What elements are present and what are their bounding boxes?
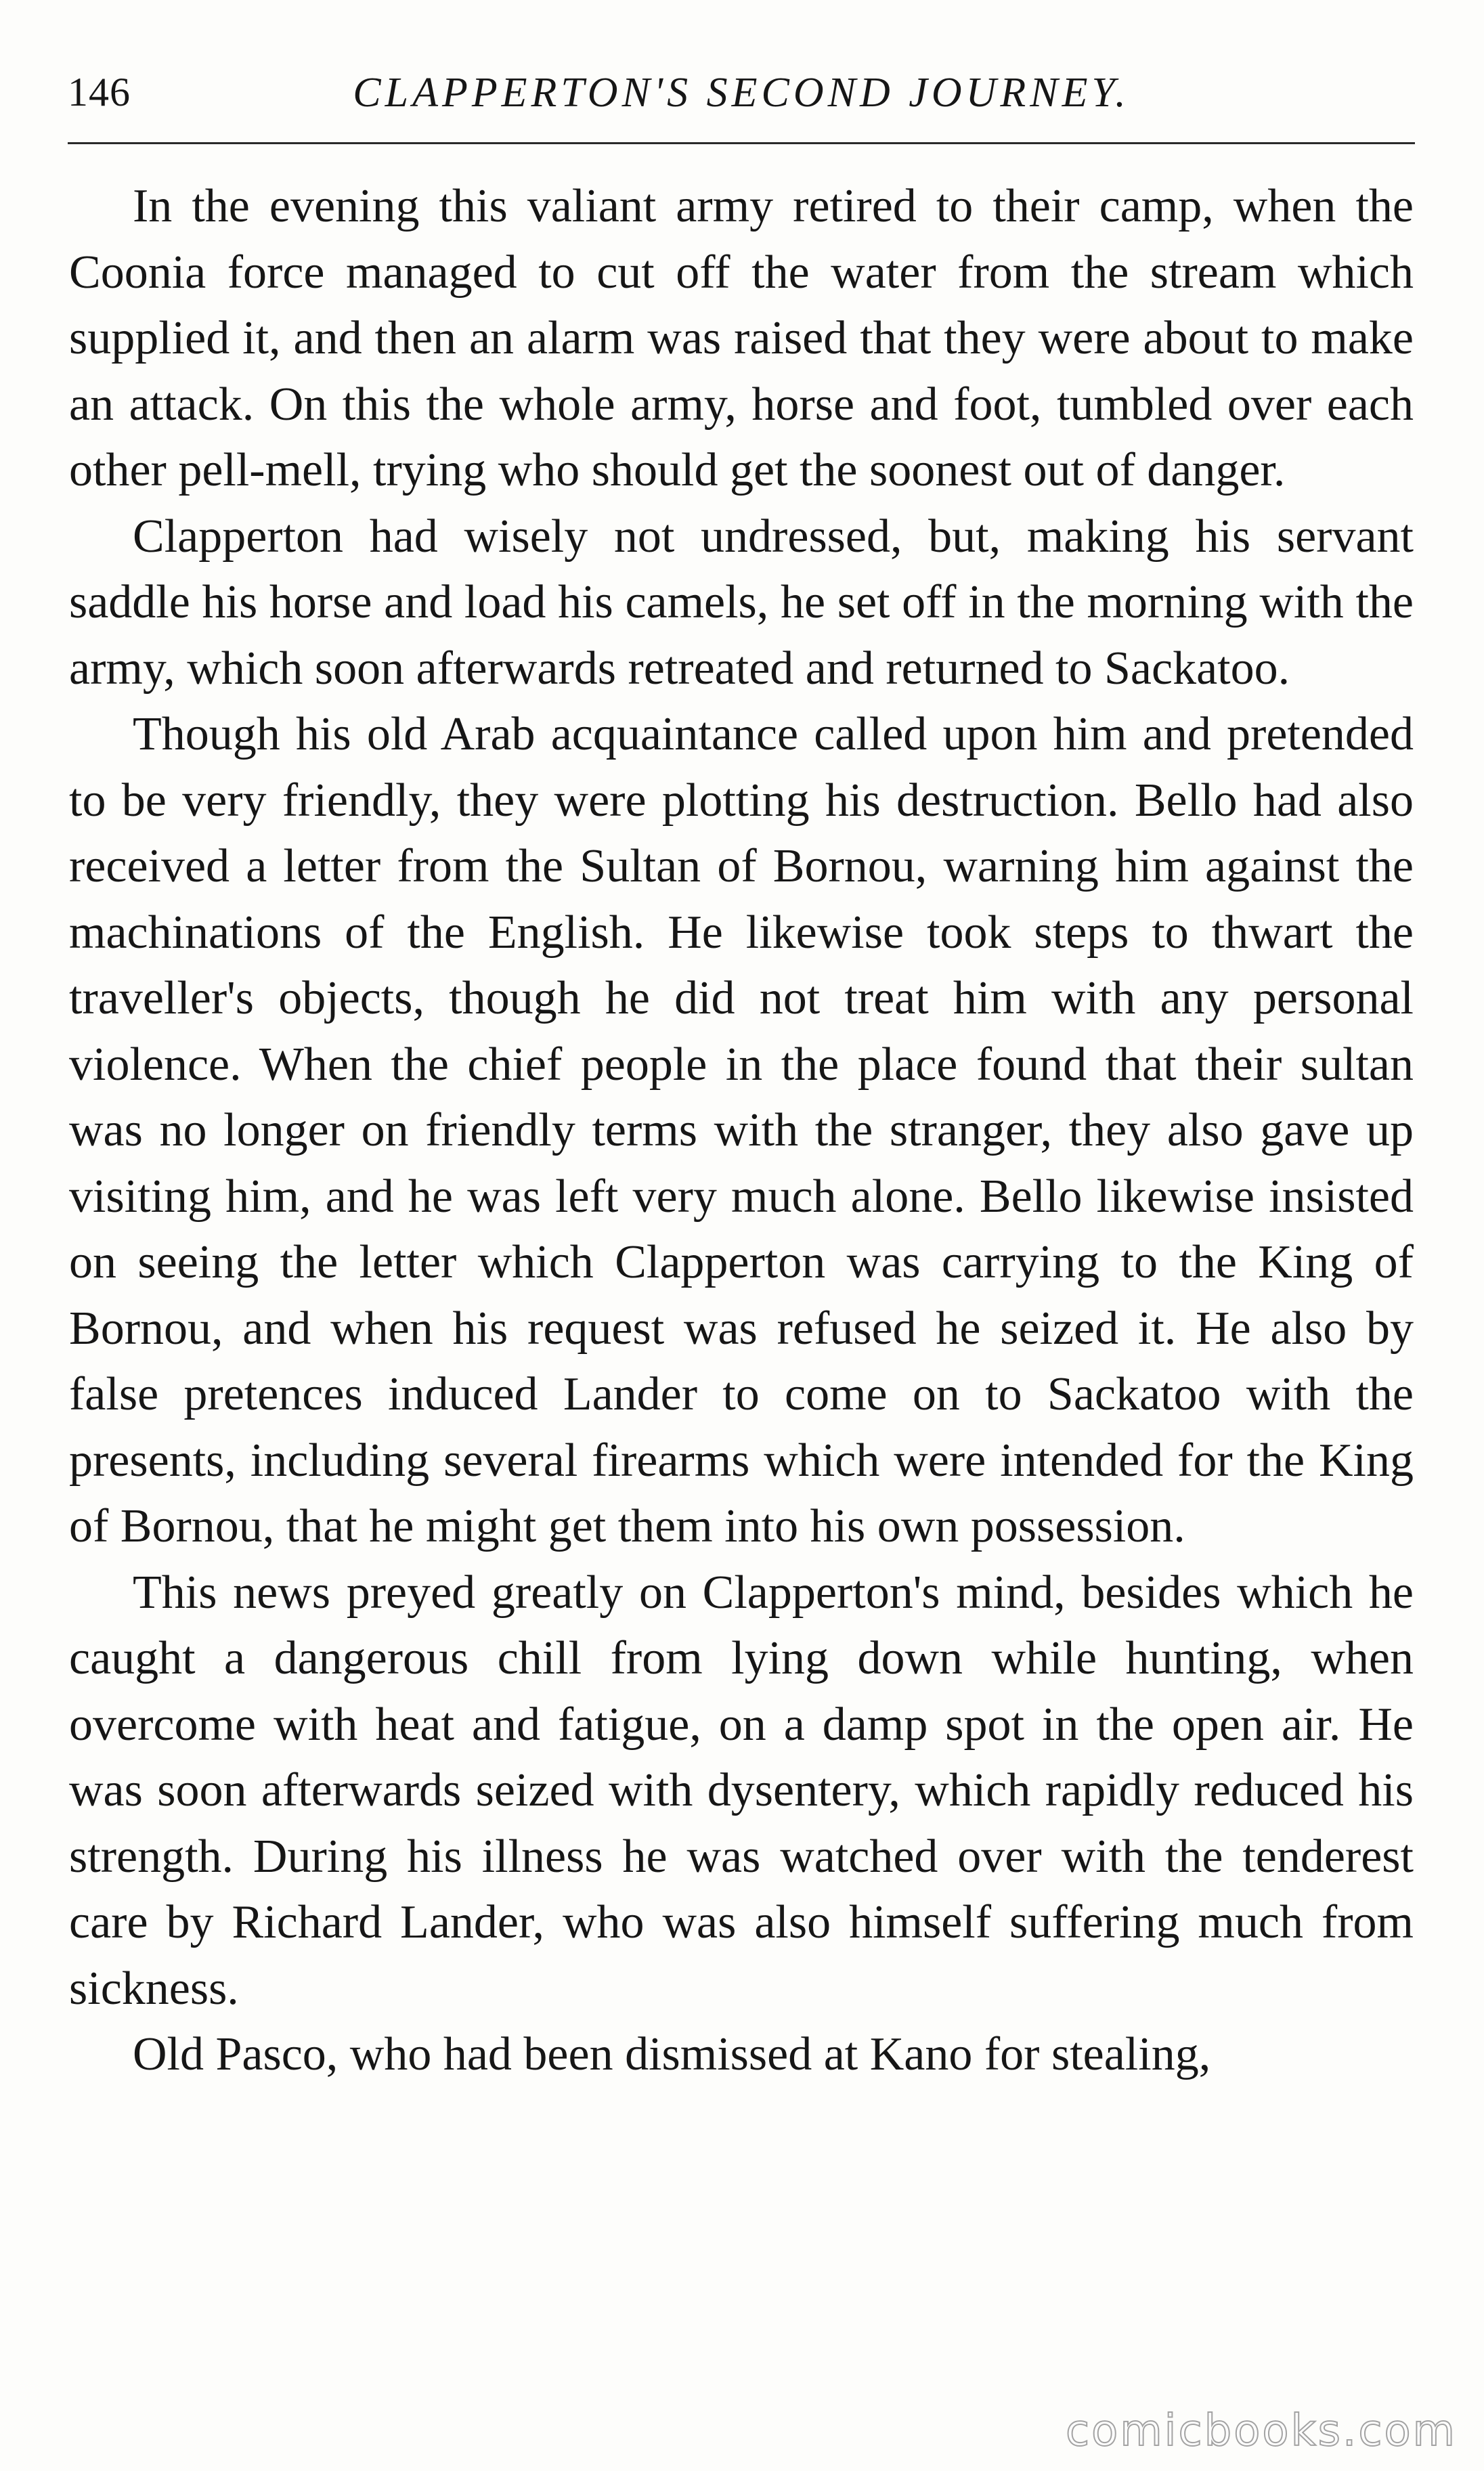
paragraph-3: Though his old Arab acquaintance called upon him and pretended to be very friendly, they were plotting his destruction. Bello had also received a letter from the Sultan of Bornou, warning him against the machinations of the English. He likewise took steps to thwart the traveller's objects, though he did not treat him with any personal violence. When the chief people in the place found that their sultan was no longer on friendly terms with the stranger, they also gave up visiting him, and he was left very much alone. Bello likewise insisted on seeing the letter which Clapperton was carrying to the King of Bornou, and when his request was refused he seized it. He also by false pretences induced Lander to come on to Sackatoo with the presents, including several firearms which were intended for the King of Bornou, that he might get them into his own possession. xyxy=(69,708,1414,1552)
header-rule xyxy=(68,142,1415,144)
page-header xyxy=(68,65,1415,133)
watermark: comicbooks.com xyxy=(1065,2406,1457,2456)
paragraph-1: In the evening this valiant army retired to their camp, when the Coonia force managed to cut off the water from the stream which supplied it, and then an alarm was raised that they were about to make an attack. On this the whole army, horse and foot, tumbled over each other pell-mell, trying who should get the soonest out of danger. xyxy=(69,180,1414,496)
page-number: 146 xyxy=(68,70,131,114)
running-head: CLAPPERTON'S SECOND JOURNEY. xyxy=(353,70,1130,116)
body-text xyxy=(69,173,1414,2088)
paragraph-4: This news preyed greatly on Clapperton's mind, besides which he caught a dangerous chill from lying down while hunting, when overcome with heat and fatigue, on a damp spot in the open air. He was soon afterwards seized with dysentery, which rapidly reduced his strength. During his illness he was watched over with the tenderest care by Richard Lander, who was also himself suffering much from sickness. xyxy=(69,1566,1414,2015)
paragraph-5: Old Pasco, who had been dismissed at Kano for stealing, xyxy=(133,2028,1211,2080)
paragraph-2: Clapperton had wisely not undressed, but, making his servant saddle his horse and load his camels, he set off in the morning with the army, which soon afterwards retreated and returned to Sackatoo. xyxy=(69,510,1414,695)
